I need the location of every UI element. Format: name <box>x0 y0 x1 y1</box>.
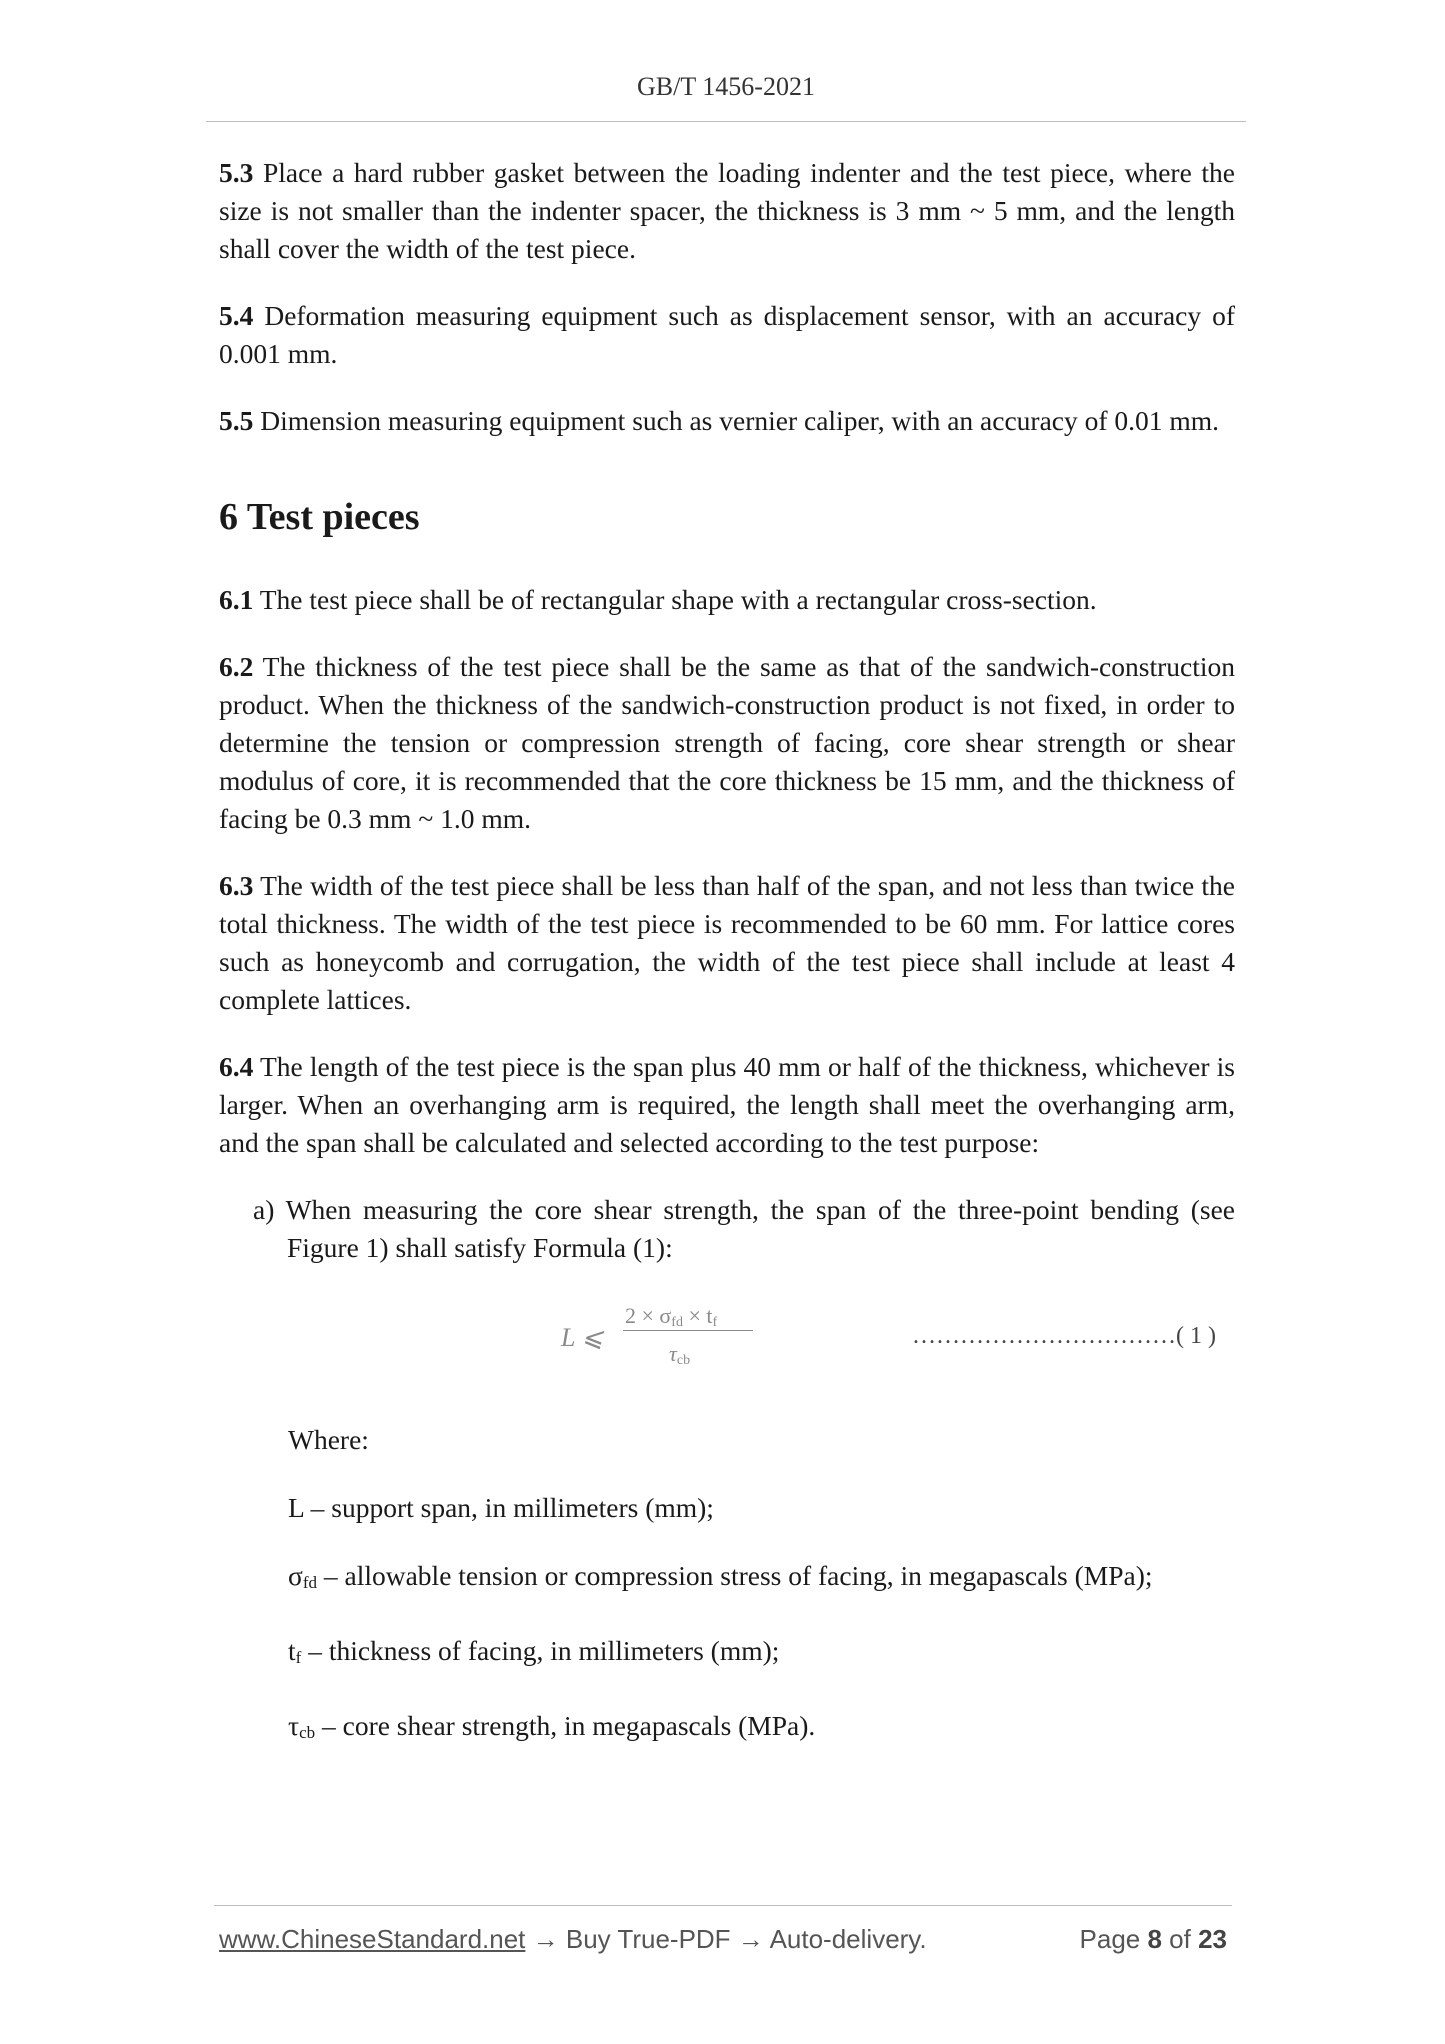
definition-t <box>288 1632 1235 1677</box>
where-block <box>288 1421 1235 1752</box>
where-label: Where: <box>288 1424 369 1455</box>
definition-sigma <box>288 1557 1235 1602</box>
t-subscript: f <box>295 1648 302 1667</box>
formula-num-mid: × t <box>682 1303 713 1328</box>
footer-promo-text: → Buy True-PDF → Auto-delivery. <box>525 1924 927 1954</box>
page-header-title: GB/T 1456-2021 <box>637 72 815 101</box>
paragraph-6-3 <box>219 867 1235 1019</box>
header-divider <box>206 121 1246 122</box>
formula-num-sub-fd: fd <box>671 1315 683 1330</box>
clause-text: Dimension measuring equipment such as vernier caliper, with an accuracy of 0.01 mm. <box>253 405 1220 436</box>
clause-text: The test piece shall be of rectangular shape with a rectangular cross-section. <box>253 584 1097 615</box>
clause-number: 5.4 <box>219 300 254 331</box>
sigma-subscript: fd <box>302 1573 317 1592</box>
of-label: of <box>1161 1924 1199 1954</box>
formula-den-sub: cb <box>676 1353 691 1368</box>
definition-l: L – support span, in millimeters (mm); <box>288 1492 714 1523</box>
formula-den-main: τ <box>669 1341 677 1366</box>
list-item-a: a) When measuring the core shear strength, the span of the three-point bending (see Figure 1) shall satisfy Formula (1): <box>253 1194 1235 1263</box>
clause-number: 5.5 <box>219 405 254 436</box>
section-heading: 6 Test pieces <box>219 496 420 538</box>
paragraph-6-1 <box>219 581 1235 619</box>
tau-subscript: cb <box>299 1723 316 1742</box>
sigma-symbol: σ <box>288 1560 303 1591</box>
clause-number: 6.1 <box>219 584 254 615</box>
website-link[interactable]: www.ChineseStandard.net <box>219 1924 526 1954</box>
total-page-count: 23 <box>1198 1924 1227 1954</box>
footer-divider <box>214 1905 1232 1906</box>
tau-text: – core shear strength, in megapascals (MPa). <box>315 1710 816 1741</box>
fraction-bar <box>623 1330 753 1331</box>
footer-promo <box>219 1924 927 1955</box>
sigma-text: – allowable tension or compression stress of facing, in megapascals (MPa); <box>317 1560 1153 1591</box>
formula-1-row <box>219 1297 1235 1389</box>
clause-number: 5.3 <box>219 157 254 188</box>
tau-symbol: τ <box>288 1710 300 1741</box>
formula-1 <box>561 1297 781 1377</box>
page-label: Page <box>1079 1924 1148 1954</box>
clause-text: Place a hard rubber gasket between the loading indenter and the test piece, where the size is not smaller than the indenter spacer, the thickness is 3 mm ~ 5 mm, and the length shall cover the width of the test piece. <box>219 157 1235 264</box>
clause-text: Deformation measuring equipment such as displacement sensor, with an accuracy of 0.001 mm. <box>219 300 1235 369</box>
page-indicator <box>1080 1924 1227 1955</box>
clause-text: The width of the test piece shall be less than half of the span, and not less than twice the total thickness. The width of the test piece is recommended to be 60 mm. For lattice cores such as honeycomb and corrugation, the width of the test piece shall include at least 4 complete lattices. <box>219 870 1235 1015</box>
document-body <box>219 154 1235 1782</box>
formula-num-sub-f: f <box>712 1315 718 1330</box>
formula-number: ……………………………( 1 ) <box>912 1323 1216 1349</box>
paragraph-6-4 <box>219 1048 1235 1162</box>
formula-denominator <box>669 1335 690 1380</box>
clause-number: 6.4 <box>219 1051 254 1082</box>
definition-tau <box>288 1707 1235 1752</box>
t-symbol: t <box>288 1635 296 1666</box>
t-text: – thickness of facing, in millimeters (mm); <box>301 1635 780 1666</box>
clause-text: The thickness of the test piece shall be the same as that of the sandwich-construction product. When the thickness of the sandwich-construction product is not fixed, in order to determine the tension or compression strength of facing, core shear strength or shear modulus of core, it is recommended that the core thickness be 15 mm, and the thickness of facing be 0.3 mm ~ 1.0 mm. <box>219 651 1235 834</box>
formula-lhs: L ⩽ <box>561 1323 604 1352</box>
paragraph-6-2 <box>219 648 1235 838</box>
formula-num-main: 2 × σ <box>625 1303 672 1328</box>
current-page-number: 8 <box>1147 1924 1162 1954</box>
clause-number: 6.2 <box>219 651 254 682</box>
clause-number: 6.3 <box>219 870 254 901</box>
paragraph-5-5 <box>219 402 1235 440</box>
paragraph-5-3 <box>219 154 1235 268</box>
clause-text: The length of the test piece is the span plus 40 mm or half of the thickness, whichever is larger. When an overhanging arm is required, the length shall meet the overhanging arm, and the span shall be calculated and selected according to the test purpose: <box>219 1051 1235 1158</box>
paragraph-5-4 <box>219 297 1235 373</box>
